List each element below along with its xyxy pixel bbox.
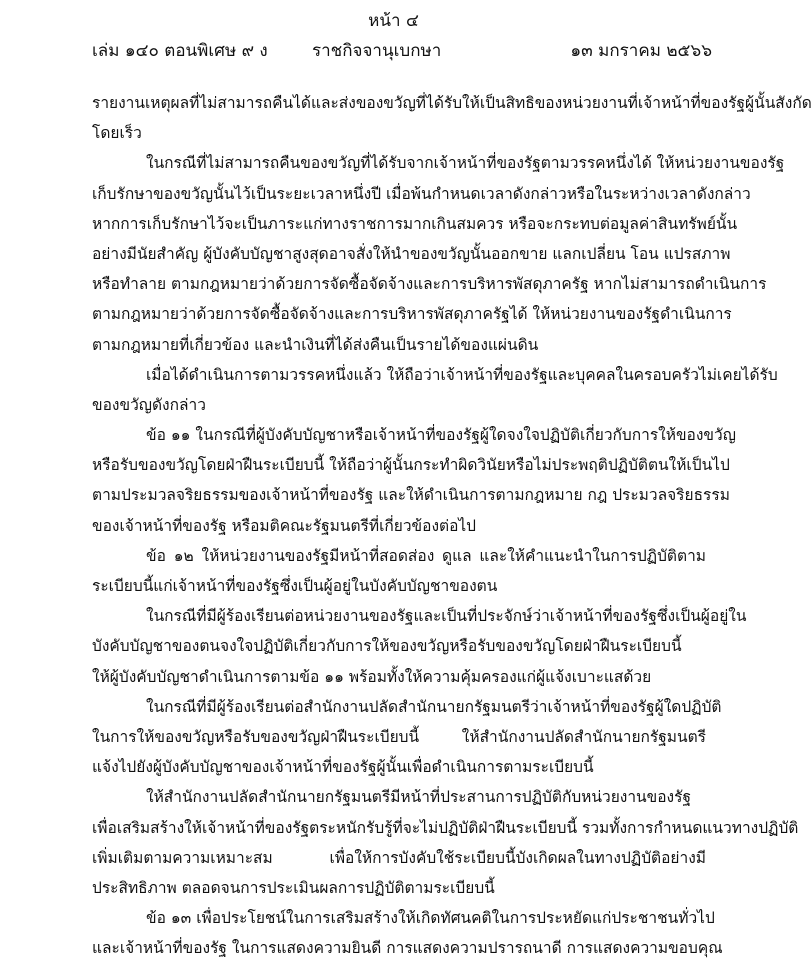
running-header xyxy=(92,40,712,62)
text-line: หรือรับของขวัญโดยฝ่าฝืนระเบียบนี้ ให้ถือว่าผู้นั้นกระทำผิดวินัยหรือไม่ประพฤติปฏิบัติตนให้เป็นไป xyxy=(92,456,730,475)
text-line: ของขวัญดังกล่าว xyxy=(92,395,206,414)
publication-date: ๑๓ มกราคม ๒๕๖๖ xyxy=(570,41,712,61)
text-line: ของเจ้าหน้าที่ของรัฐ หรือมติคณะรัฐมนตรีที่เกี่ยวข้องต่อไป xyxy=(92,516,477,535)
text-line: ตามกฎหมายว่าด้วยการจัดซื้อจัดจ้างและการบริหารพัสดุภาครัฐได้ ให้หน่วยงานของรัฐดำเนินการ xyxy=(92,305,732,324)
text-line: ประสิทธิภาพ ตลอดจนการประเมินผลการปฏิบัติตามระเบียบนี้ xyxy=(92,878,495,897)
text-line: ให้ผู้บังคับบัญชาดำเนินการตามข้อ ๑๑ พร้อมทั้งให้ความคุ้มครองแก่ผู้แจ้งเบาะแสด้วย xyxy=(92,667,652,686)
text-line: เพื่อเสริมสร้างให้เจ้าหน้าที่ของรัฐตระหนักรับรู้ที่จะไม่ปฏิบัติฝ่าฝืนระเบียบนี้ รวมทั้งการกำหนดแนวทางปฏิบัติ xyxy=(92,818,799,837)
body-text xyxy=(92,88,812,963)
text-line: เพิ่มเติมตามความเหมาะสม เพื่อให้การบังคับใช้ระเบียบนี้บังเกิดผลในทางปฏิบัติอย่างมี xyxy=(92,848,706,867)
text-line: ในกรณีที่ไม่สามารถคืนของขวัญที่ได้รับจากเจ้าหน้าที่ของรัฐตามวรรคหนึ่งได้ ให้หน่วยงานของรัฐ xyxy=(146,154,785,173)
text-line: ให้สำนักงานปลัดสำนักนายกรัฐมนตรีมีหน้าที่ประสานการปฏิบัติกับหน่วยงานของรัฐ xyxy=(146,788,691,807)
text-line: เก็บรักษาของขวัญนั้นไว้เป็นระยะเวลาหนึ่งปี เมื่อพ้นกำหนดเวลาดังกล่าวหรือในระหว่างเวลาดังกล่าว xyxy=(92,184,751,203)
text-line: อย่างมีนัยสำคัญ ผู้บังคับบัญชาสูงสุดอาจสั่งให้นำของขวัญนั้นออกขาย แลกเปลี่ยน โอน แปรสภาพ xyxy=(92,244,731,263)
text-line: ตามกฎหมายที่เกี่ยวข้อง และนำเงินที่ได้ส่งคืนเป็นรายได้ของแผ่นดิน xyxy=(92,335,539,354)
text-line: หากการเก็บรักษาไว้จะเป็นภาระแก่ทางราชการมากเกินสมควร หรือจะกระทบต่อมูลค่าสินทรัพย์นั้น xyxy=(92,214,738,233)
text-line: ระเบียบนี้แก่เจ้าหน้าที่ของรัฐซึ่งเป็นผู้อยู่ในบังคับบัญชาของตน xyxy=(92,577,498,595)
text-line: ข้อ ๑๑ ในกรณีที่ผู้บังคับบัญชาหรือเจ้าหน้าที่ของรัฐผู้ใดจงใจปฏิบัติเกี่ยวกับการให้ของขวัญ xyxy=(146,426,736,445)
text-line: ในการให้ของขวัญหรือรับของขวัญฝ่าฝืนระเบียบนี้ ให้สำนักงานปลัดสำนักนายกรัฐมนตรี xyxy=(92,727,706,746)
text-line: ในกรณีที่มีผู้ร้องเรียนต่อหน่วยงานของรัฐและเป็นที่ประจักษ์ว่าเจ้าหน้าที่ของรัฐซึ่งเป็นผู้อยู่ใน xyxy=(146,607,747,626)
text-line: ในกรณีที่มีผู้ร้องเรียนต่อสำนักงานปลัดสำนักนายกรัฐมนตรีว่าเจ้าหน้าที่ของรัฐผู้ใดปฏิบัติ xyxy=(146,697,722,716)
volume-issue: เล่ม ๑๔๐ ตอนพิเศษ ๙ ง xyxy=(92,41,268,61)
text-line: และเจ้าหน้าที่ของรัฐ ในการแสดงความยินดี การแสดงความปรารถนาดี การแสดงความขอบคุณ xyxy=(92,939,723,958)
text-line: รายงานเหตุผลที่ไม่สามารถคืนได้และส่งของขวัญที่ได้รับให้เป็นสิทธิของหน่วยงานที่เจ้าหน้าที่ของรัฐผู้นั้นสังกัด xyxy=(92,94,812,112)
text-line: ตามประมวลจริยธรรมของเจ้าหน้าที่ของรัฐ และให้ดำเนินการตามกฎหมาย กฎ ประมวลจริยธรรม xyxy=(92,486,730,505)
text-line: แจ้งไปยังผู้บังคับบัญชาของเจ้าหน้าที่ของรัฐผู้นั้นเพื่อดำเนินการตามระเบียบนี้ xyxy=(92,758,594,777)
text-line: ข้อ ๑๓ เพื่อประโยชน์ในการเสริมสร้างให้เกิดทัศนคติในการประหยัดแก่ประชาชนทั่วไป xyxy=(146,909,715,928)
page-number: หน้า ๔ xyxy=(368,11,419,31)
publication-title: ราชกิจจานุเบกษา xyxy=(312,41,442,61)
text-line: บังคับบัญชาของตนจงใจปฏิบัติเกี่ยวกับการให้ของขวัญหรือรับของขวัญโดยฝ่าฝืนระเบียบนี้ xyxy=(92,637,682,656)
text-line: โดยเร็ว xyxy=(92,124,142,143)
text-line: ข้อ ๑๒ ให้หน่วยงานของรัฐมีหน้าที่สอดส่อง ดูแล และให้คำแนะนำในการปฏิบัติตาม xyxy=(146,546,706,565)
text-line: เมื่อได้ดำเนินการตามวรรคหนึ่งแล้ว ให้ถือว่าเจ้าหน้าที่ของรัฐและบุคคลในครอบครัวไม่เคยได้รับ xyxy=(146,365,778,384)
text-line: หรือทำลาย ตามกฎหมายว่าด้วยการจัดซื้อจัดจ้างและการบริหารพัสดุภาครัฐ หากไม่สามารถดำเนินการ xyxy=(92,275,767,294)
